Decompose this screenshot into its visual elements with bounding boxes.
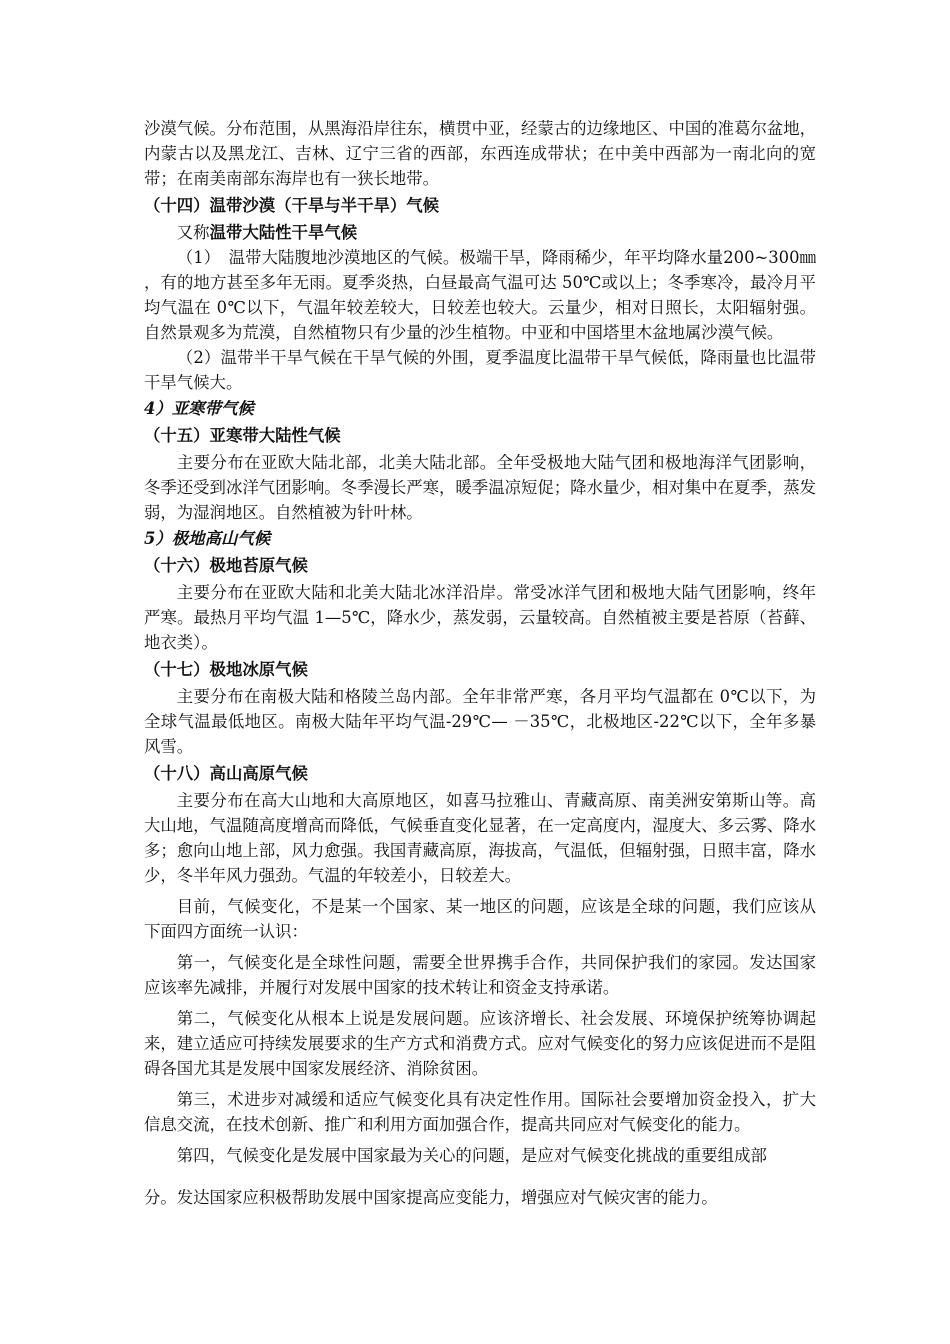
paragraph-17: 主要分布在南极大陆和格陵兰岛内部。全年非常严寒，各月平均气温都在 0℃以下，为全球气温最低地区。南极大陆年平均气温-29℃— －35℃，北极地区-22℃以下，全年多暴风雪。 <box>144 687 816 756</box>
document-page <box>144 116 816 1210</box>
paragraph-third: 第三，术进步对减缓和适应气候变化具有决定性作用。国际社会要增加资金投入，扩大信息交流，在技术创新、推广和利用方面加强合作，提高共同应对气候变化的能力。 <box>144 1090 816 1134</box>
paragraph-intro: 沙漠气候。分布范围，从黑海沿岸往东，横贯中亚，经蒙古的边缘地区、中国的准葛尔盆地，内蒙古以及黑龙江、吉林、辽宁三省的西部，东西连成带状；在中美中西部为一南北向的宽带；在南美南部东海岸也有一狭长地带。 <box>144 119 817 188</box>
paragraph-fourth-line2: 分。发达国家应积极帮助发展中国家提高应变能力，增强应对气候灾害的能力。 <box>144 1188 718 1207</box>
paragraph-second: 第二，气候变化从根本上说是发展问题。应该济增长、社会发展、环境保护统筹协调起来，建立适应可持续发展要求的生产方式和消费方式。应对气候变化的努力应该促进而不是阻碍各国尤其是发展中国家发展经济、消除贫困。 <box>144 1009 817 1078</box>
alias-term: 温带大陆性干旱气候 <box>209 223 358 242</box>
paragraph-fourth-line1: 第四，气候变化是发展中国家最为关心的问题，是应对气候变化挑战的重要组成部 <box>176 1146 767 1165</box>
paragraph-15: 主要分布在亚欧大陆北部，北美大陆北部。全年受极地大陆气团和极地海洋气团影响，冬季还受到冰洋气团影响。冬季漫长严寒，暖季温凉短促；降水量少，相对集中在夏季，蒸发弱，为湿润地区。自然植被为针叶林。 <box>144 453 817 522</box>
heading-16: （十六）极地苔原气候 <box>144 556 308 575</box>
heading-15: （十五）亚寒带大陆性气候 <box>144 426 341 445</box>
paragraph-16: 主要分布在亚欧大陆和北美大陆北冰洋沿岸。常受冰洋气团和极地大陆气团影响，终年严寒。最热月平均气温 1—5℃，降水少，蒸发弱，云量较高。自然植被主要是苔原（苔藓、地衣类）。 <box>144 583 816 652</box>
heading-17: （十七）极地冰原气候 <box>144 660 308 679</box>
paragraph-14-2: （2）温带半干旱气候在干旱气候的外围，夏季温度比温带干旱气候低，降雨量也比温带干旱气候大。 <box>144 348 816 392</box>
paragraph-now: 目前，气候变化，不是某一个国家、某一地区的问题，应该是全球的问题，我们应该从下面四方面统一认识： <box>144 897 816 941</box>
section-5-title: 5）极地高山气候 <box>144 529 271 548</box>
paragraph-18: 主要分布在高大山地和大高原地区，如喜马拉雅山、青藏高原、南美洲安第斯山等。高大山地，气温随高度增高而降低，气候垂直变化显著，在一定高度内，湿度大、多云雾、降水多；愈向山地上部，风力愈强。我国青藏高原，海拔高，气温低，但辐射强，日照丰富，降水少，冬半年风力强劲。气温的年较差小，日较差大。 <box>144 791 817 885</box>
paragraph-first: 第一，气候变化是全球性问题，需要全世界携手合作，共同保护我们的家园。发达国家应该率先减排，并履行对发展中国家的技术转让和资金支持承诺。 <box>144 953 816 997</box>
paragraph-alias <box>144 220 816 245</box>
section-4-title: 4）亚寒带气候 <box>144 399 254 418</box>
paragraph-14-1: （1） 温带大陆腹地沙漠地区的气候。极端干旱，降雨稀少，年平均降水量200~300㎜ ，有的地方甚至多年无雨。夏季炎热，白昼最高气温可达 50℃或以上；冬季寒冷，最冷月平均气温在 0℃以下，气温年较差较大，日较差也较大。云量少，相对日照长，太阳辐射强。自然景观多为荒漠，自然植物只有少量的沙生植物。中亚和中国塔里木盆地属沙漠气候。 <box>144 248 816 342</box>
heading-14: （十四）温带沙漠（干旱与半干旱）气候 <box>144 196 440 215</box>
heading-18: （十八）高山高原气候 <box>144 764 308 783</box>
alias-prefix: 又称 <box>176 223 210 242</box>
